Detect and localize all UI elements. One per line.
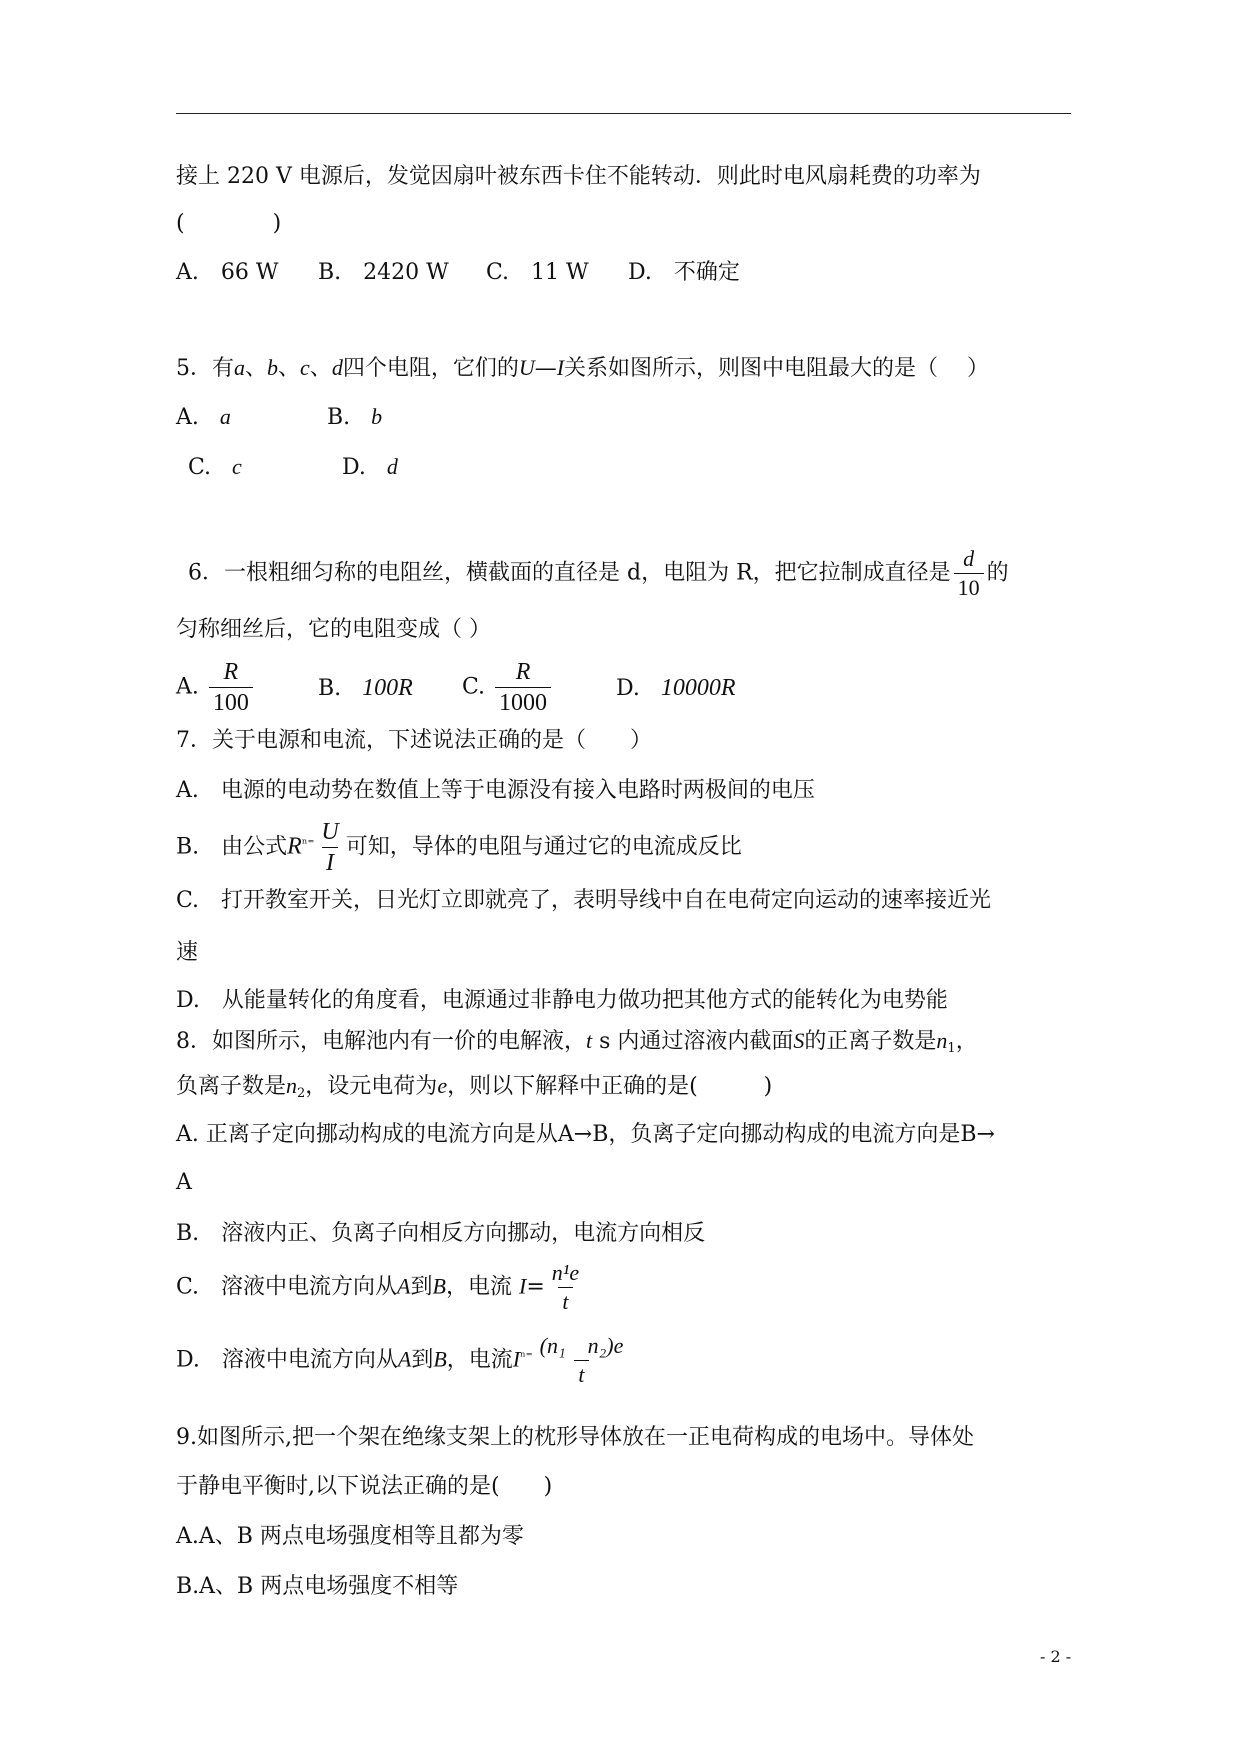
- q7-option-c-line1: C. 打开教室开关，日光灯立即就亮了，表明导线中自在电荷定向运动的速率接近光: [176, 888, 992, 913]
- q8-var-s: S: [793, 1028, 805, 1053]
- q8-option-d-denominator: t: [574, 1360, 588, 1386]
- q8-stem-line2: [176, 1075, 772, 1100]
- q8-var-n1: n: [936, 1028, 948, 1053]
- q8-stem-line2-mid: ，设元电荷为: [305, 1074, 438, 1099]
- q7-option-c-line2: 速: [176, 940, 199, 965]
- q5-option-d-label: D.: [342, 455, 366, 480]
- q8-var-e: e: [437, 1073, 448, 1098]
- q6-option-d-label: D.: [616, 676, 640, 701]
- q4-answer-paren: ( ): [176, 211, 282, 236]
- q6-option-b-value: 100R: [362, 675, 413, 701]
- q6-option-a-denominator: 100: [209, 687, 253, 715]
- q8-option-c-numerator: n¹e: [551, 1260, 580, 1285]
- q8-option-a-line2: A: [176, 1170, 192, 1195]
- q5-stem-pre: 5．有: [176, 356, 234, 381]
- q8-option-c-eq: =: [526, 1274, 545, 1300]
- q8-option-b: B. 溶液内正、负离子向相反方向挪动，电流方向相反: [176, 1221, 706, 1246]
- q8-option-c-fraction: [548, 1262, 583, 1313]
- q6-option-b-label: B.: [318, 676, 342, 701]
- q6-diameter-fraction: [954, 548, 984, 599]
- q7-option-b-r: R: [287, 833, 302, 860]
- page-number: - 2 -: [1040, 1647, 1072, 1666]
- q5-option-a-value: a: [219, 404, 231, 429]
- q8-option-d: [176, 1335, 630, 1386]
- q6-option-c-label: C.: [462, 674, 486, 700]
- q6-option-d: [616, 676, 736, 700]
- q5-var-u: U: [518, 355, 535, 380]
- q5-var-a: a: [234, 355, 245, 380]
- q8-var-n2-sub: 2: [297, 1086, 306, 1101]
- q6-option-c-fraction: [495, 660, 551, 715]
- q6-option-a: [176, 660, 256, 715]
- header-rule: [176, 113, 1071, 114]
- q5-option-c-label: C.: [188, 455, 212, 480]
- q8-stem-line2-post: ，则以下解释中正确的是( ): [447, 1074, 773, 1099]
- q8-option-d-mid2: ，电流: [446, 1347, 513, 1373]
- q5-option-b-value: b: [371, 404, 383, 429]
- q7-option-b-numerator: U: [321, 819, 339, 845]
- q5-option-c: [188, 456, 242, 479]
- q5-stem-mid: 四个电阻，它们的: [342, 356, 519, 381]
- q8-stem-line2-pre: 负离子数是: [176, 1074, 287, 1099]
- q8-option-d-pre: D. 溶液中电流方向从: [176, 1347, 398, 1373]
- q6-option-a-label: A.: [176, 674, 199, 700]
- q6-stem: [188, 548, 1009, 599]
- q8-stem-mid: s 内通过溶液内截面: [592, 1029, 794, 1054]
- q7-option-b-label: B. 由公式: [176, 834, 288, 860]
- q8-option-d-eq: ⁿ⁼: [520, 1349, 533, 1365]
- q4-option-c: C. 11 W: [486, 260, 589, 285]
- q8-option-c: [176, 1262, 586, 1313]
- q6-fraction-denominator: 10: [954, 573, 984, 599]
- q9-option-b: B.A、B 两点电场强度不相等: [176, 1574, 459, 1599]
- q5-option-b-label: B.: [327, 405, 351, 430]
- q8-option-c-denominator: t: [558, 1287, 572, 1313]
- q8-stem-line1: [176, 1030, 978, 1055]
- q8-option-c-var-b: B: [432, 1273, 446, 1299]
- q7-stem: 7．关于电源和电流，下述说法正确的是（ ）: [176, 728, 652, 753]
- q5-var-i: I: [556, 355, 565, 380]
- q6-option-a-fraction: [209, 660, 253, 715]
- q9-option-a: A.A、B 两点电场强度相等且都为零: [176, 1524, 524, 1549]
- q5-option-a-label: A.: [176, 405, 199, 430]
- q8-option-a-line1: A. 正离子定向挪动构成的电流方向是从A→B，负离子定向挪动构成的电流方向是B→: [176, 1122, 995, 1147]
- q5-var-c: c: [300, 355, 310, 380]
- q6-option-c-denominator: 1000: [495, 687, 551, 715]
- q8-option-c-mid2: ，电流: [445, 1274, 512, 1300]
- q4-option-b: B. 2420 W: [318, 260, 449, 285]
- q8-var-t: t: [586, 1028, 593, 1053]
- q8-option-d-numerator: (n₁ n₂)e: [539, 1333, 624, 1358]
- q4-option-d: D. 不确定: [628, 260, 740, 285]
- q6-option-a-numerator: R: [223, 659, 239, 685]
- q6-stem-line2: 匀称细丝后，它的电阻变成（ ）: [176, 617, 491, 642]
- q5-stem-post: 关系如图所示，则图中电阻最大的是（ ）: [564, 356, 990, 381]
- q6-stem-post: 的: [986, 560, 1009, 586]
- q7-option-b-fraction: [317, 820, 342, 875]
- q9-stem-line2: 于静电平衡时,以下说法正确的是( ): [176, 1474, 553, 1499]
- q5-dash: —: [534, 356, 557, 381]
- q8-option-d-var-b: B: [433, 1346, 447, 1372]
- q5-option-c-value: c: [232, 454, 242, 479]
- q5-var-d: d: [331, 355, 343, 380]
- q5-option-d-value: d: [386, 454, 398, 479]
- q4-option-a: A. 66 W: [176, 260, 279, 285]
- q6-stem-pre: 6．一根粗细匀称的电阻丝，横截面的直径是 d，电阻为 R，把它拉制成直径是: [188, 560, 951, 586]
- q8-option-d-mid: 到: [411, 1347, 434, 1373]
- q8-option-c-var-a: A: [397, 1273, 411, 1299]
- q9-stem-line1: 9.如图所示,把一个架在绝缘支架上的枕形导体放在一正电荷构成的电场中。导体处: [176, 1425, 974, 1450]
- q4-stem-line: 接上 220 V 电源后，发觉因扇叶被东西卡住不能转动．则此时电风扇耗费的功率为: [176, 164, 981, 189]
- q7-option-a: A. 电源的电动势在数值上等于电源没有接入电路时两极间的电压: [176, 778, 815, 803]
- q7-option-d: D. 从能量转化的角度看，电源通过非静电力做功把其他方式的能转化为电势能: [176, 988, 948, 1013]
- q6-option-c: [462, 660, 554, 715]
- q8-stem-pre: 8．如图所示，电解池内有一价的电解液，: [176, 1029, 586, 1054]
- q5-sep: 、: [245, 356, 268, 381]
- q5-stem: [176, 357, 989, 380]
- q6-option-d-value: 10000R: [660, 675, 736, 701]
- q8-option-c-mid: 到: [410, 1274, 433, 1300]
- q7-option-b: [176, 820, 742, 875]
- q8-option-d-var-a: A: [397, 1346, 412, 1372]
- q7-option-b-post: 可知，导体的电阻与通过它的电流成反比: [345, 834, 742, 860]
- q6-option-c-numerator: R: [515, 659, 531, 685]
- q6-option-b: [318, 676, 413, 700]
- q5-sep: 、: [309, 356, 332, 381]
- q7-option-b-denominator: I: [322, 847, 338, 875]
- q8-stem-post: ，: [955, 1029, 978, 1054]
- q6-fraction-numerator: d: [963, 546, 975, 571]
- q5-option-a: [176, 406, 231, 429]
- q8-stem-mid2: 的正离子数是: [804, 1029, 937, 1054]
- q8-option-c-var-i: I: [518, 1273, 527, 1299]
- q8-var-n1-sub: 1: [947, 1041, 956, 1056]
- q5-sep: 、: [278, 356, 301, 381]
- q7-option-b-eq: ⁿ⁼: [301, 836, 315, 852]
- q5-var-b: b: [267, 355, 279, 380]
- q8-option-d-fraction: [536, 1335, 628, 1386]
- q8-var-n2: n: [286, 1073, 298, 1098]
- q5-option-d: [342, 456, 398, 479]
- q5-option-b: [327, 406, 382, 429]
- q8-option-d-var-i: I: [512, 1346, 521, 1372]
- q8-option-c-pre: C. 溶液中电流方向从: [176, 1274, 398, 1300]
